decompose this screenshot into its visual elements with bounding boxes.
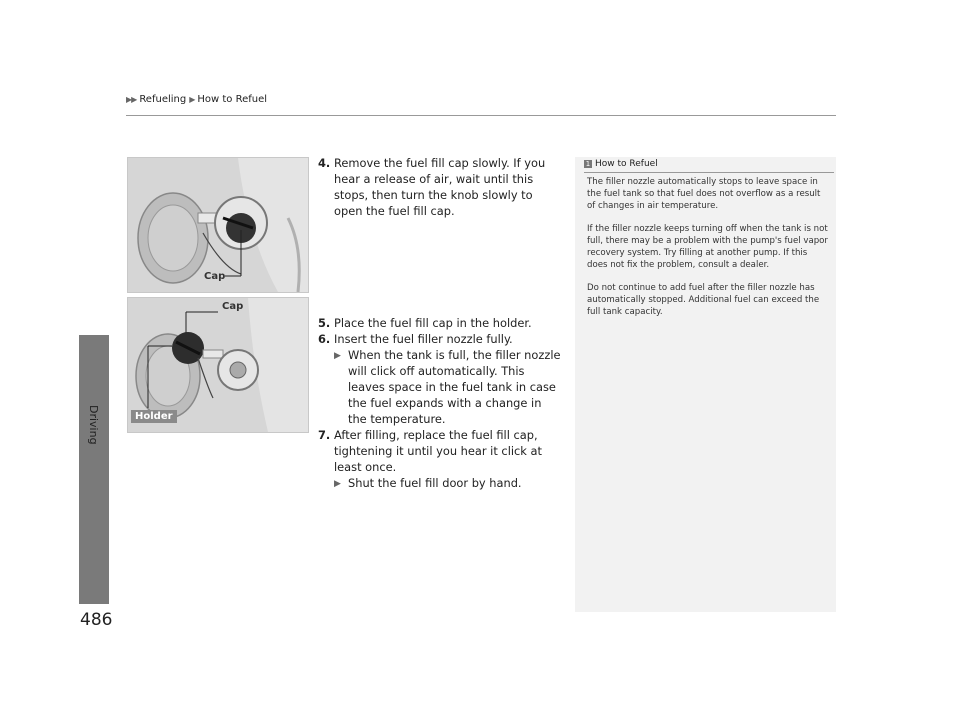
breadcrumb-how-to-refuel[interactable]: How to Refuel	[197, 94, 268, 105]
breadcrumb-arrow-icon: ▶▶	[126, 95, 137, 104]
step-7: 7. After filling, replace the fuel fill cap, tightening it until you hear it click at least once.	[318, 428, 542, 474]
note-paragraph: If the filler nozzle keeps turning off when the tank is not full, there may be a problem with the pump's fuel vapor recovery system. Try filling at another pump. If this does not fix the problem, consult a dealer.	[587, 224, 828, 270]
note-panel	[575, 157, 836, 612]
cap-label: Cap	[222, 301, 244, 312]
note-title: How to Refuel	[595, 159, 658, 169]
arrow-icon: ▶	[334, 351, 341, 361]
step-4: 4. Remove the fuel fill cap slowly. If you hear a release of air, wait until this stops, then turn the knob slowly to open the fuel fill cap.	[318, 156, 546, 218]
page-number: 486	[80, 610, 113, 630]
breadcrumb-refueling[interactable]: Refueling	[139, 94, 187, 105]
chapter-tab	[79, 335, 109, 604]
step-6-note: ▶ When the tank is full, the filler nozzle will click off automatically. This leaves space in the fuel tank in case the fuel expands with a change in the temperature.	[334, 348, 561, 426]
breadcrumb-arrow-icon: ▶	[189, 95, 195, 104]
note-header	[584, 159, 658, 169]
arrow-icon: ▶	[334, 479, 341, 489]
note-divider	[584, 172, 834, 173]
step-6: 6. Insert the fuel filler nozzle fully.	[318, 332, 513, 346]
steps-list	[318, 155, 563, 492]
header-divider	[126, 115, 836, 116]
note-paragraph: The filler nozzle automatically stops to leave space in the fuel tank so that fuel does not overflow as a result of changes in air temperature.	[587, 177, 821, 211]
chapter-label: Driving	[87, 405, 100, 445]
holder-label: Holder	[131, 410, 177, 423]
step-5: 5. Place the fuel fill cap in the holder.	[318, 316, 532, 330]
note-icon: 1	[585, 160, 591, 168]
figure-remove-cap	[127, 157, 309, 293]
step-7-note: ▶ Shut the fuel fill door by hand.	[334, 476, 522, 490]
note-body	[587, 176, 830, 329]
figure-cap-holder	[127, 297, 309, 433]
cap-label: Cap	[204, 271, 226, 282]
breadcrumb	[126, 94, 267, 105]
note-paragraph: Do not continue to add fuel after the filler nozzle has automatically stopped. Additional fuel can exceed the full tank capacity.	[587, 283, 820, 317]
